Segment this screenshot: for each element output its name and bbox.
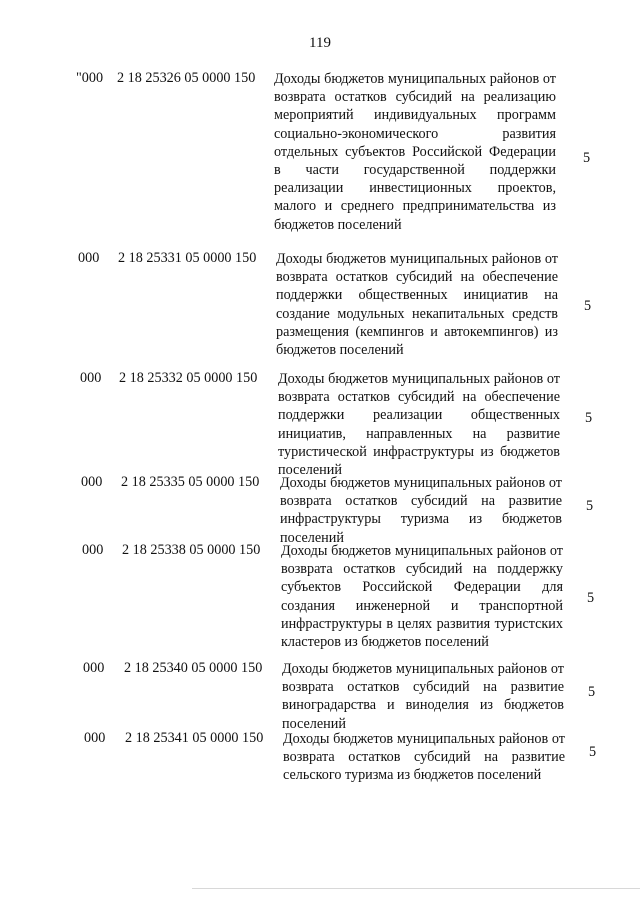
admin-code: 000: [78, 250, 100, 266]
budget-class-code: 2 18 25335 05 0000 150: [121, 474, 260, 490]
budget-class-code: 2 18 25331 05 0000 150: [118, 250, 257, 266]
revenue-description: Доходы бюджетов муниципальных районов от возврата остатков субсидий на развитие инфраструктуры туризма из бюджетов поселений: [280, 475, 562, 546]
revenue-description: Доходы бюджетов муниципальных районов от возврата остатков субсидий на обеспечение поддержки реализации общественных инициатив, направленных на развитие туристической инфраструктуры из бюджетов поселений: [278, 371, 560, 479]
admin-code: 000: [83, 660, 105, 676]
admin-code: 000: [81, 474, 103, 490]
revenue-description: Доходы бюджетов муниципальных районов от возврата остатков субсидий на развитие сельского туризма из бюджетов поселений: [283, 731, 565, 784]
budget-class-code: 2 18 25341 05 0000 150: [125, 730, 264, 746]
budget-class-code: 2 18 25340 05 0000 150: [124, 660, 263, 676]
revenue-description: Доходы бюджетов муниципальных районов от возврата остатков субсидий на поддержку субъектов Российской Федерации для создания инженерной и транспортной инфраструктуры в целях развития туристских кластеров из бюджетов поселений: [281, 543, 563, 651]
admin-code: 000: [82, 542, 104, 558]
standard-value: 5: [589, 744, 597, 760]
standard-value: 5: [587, 590, 595, 606]
admin-code: 000: [80, 370, 102, 386]
admin-code: "000: [76, 70, 104, 86]
budget-class-code: 2 18 25326 05 0000 150: [117, 70, 256, 86]
budget-class-code: 2 18 25332 05 0000 150: [119, 370, 258, 386]
standard-value: 5: [583, 150, 591, 166]
revenue-description: Доходы бюджетов муниципальных районов от возврата остатков субсидий на обеспечение поддержки общественных инициатив на создание модульных некапитальных средств размещения (кемпингов и автокемпингов) из бюджетов поселений: [276, 251, 558, 359]
standard-value: 5: [585, 410, 593, 426]
revenue-description: Доходы бюджетов муниципальных районов от возврата остатков субсидий на развитие виноградарства и виноделия из бюджетов поселений: [282, 661, 564, 732]
admin-code: 000: [84, 730, 106, 746]
standard-value: 5: [584, 298, 592, 314]
revenue-description: Доходы бюджетов муниципальных районов от возврата остатков субсидий на реализацию мероприятий индивидуальных программ социально-экономического развития отдельных субъектов Российской Федерации в части государственной поддержки реализации инвестиционных проектов, малого и среднего предпринимательства из бюджетов поселений: [274, 71, 556, 233]
budget-class-code: 2 18 25338 05 0000 150: [122, 542, 261, 558]
standard-value: 5: [586, 498, 594, 514]
page-number: 119: [309, 35, 331, 51]
standard-value: 5: [588, 684, 596, 700]
scan-edge-line: [192, 888, 640, 889]
